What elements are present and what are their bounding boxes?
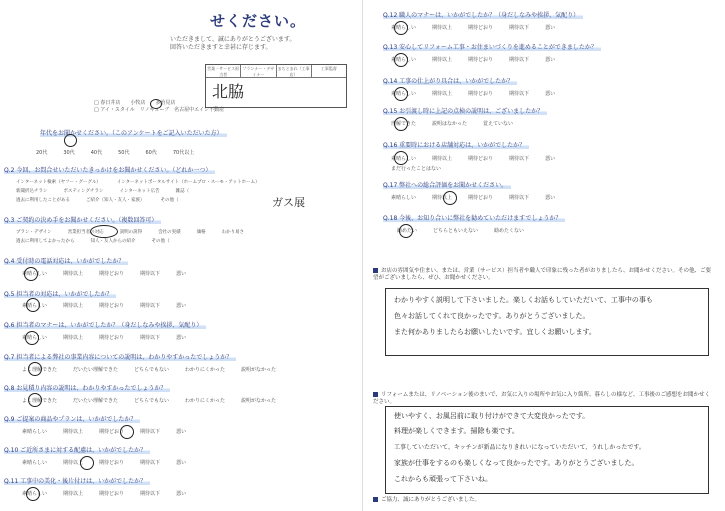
q17-options: 素晴らしい 期待以上 期待どおり 期待以下 悪い [391, 195, 556, 201]
q8-answer-circle [28, 393, 42, 407]
intro-text: いただきまして、誠にありがとうございます。 回答いただきますと幸甚に存じます。 [170, 36, 296, 51]
q4-options: 素晴らしい 期待以上 期待どおり 期待以下 悪い [22, 271, 187, 277]
question-16: Q.16 重要時における店舗対応は、いかがでしたか？ [383, 140, 529, 149]
q3-options: プラン・デザイン 営業担当者の対応 説明の説得 会社の実績 価格 わかり易さ 過去に利用してよかったから 知人・友人からの紹介 その他（ [16, 230, 245, 244]
q13-answer-circle [394, 53, 408, 67]
q12-options: 素晴らしい 期待以上 期待どおり 期待以下 悪い [391, 25, 556, 31]
q7-answer-circle [28, 362, 42, 376]
q11-answer-circle [26, 487, 40, 501]
q17-answer-circle [443, 191, 457, 205]
question-2: Q.2 今回、お問合せいただいたきっかけをお聞かせください。（どれか一つ） [4, 165, 215, 174]
q9-options: 素晴らしい 期待以上 期待どおり 期待以下 悪い [22, 429, 187, 435]
thanks-text: ご協力、誠にありがとうございました。 [373, 497, 480, 504]
question-11: Q.11 工事中の美化・後片付けは、いかがでしたか？ [4, 476, 150, 485]
staff-stamp-table: 営業・サービス担当者 プランナー・デザイナー まちとまれ（工事店） 工事監督 北脇 [205, 64, 347, 108]
question-14: Q.14 工事の仕上がり具合は、いかがでしたか？ [383, 76, 517, 85]
q3-answer-circle [90, 225, 118, 238]
q16-options: 素晴らしい 期待以上 期待どおり 期待以下 悪い まだ行ったことはない [391, 156, 556, 172]
question-6: Q.6 担当者のマナーは、いかがでしたか？（身だしなみや挨拶、気配り） [4, 320, 206, 329]
question-8: Q.8 お見積り内容の説明は、わかりやすかったでしょうか？ [4, 383, 170, 392]
q14-options: 素晴らしい 期待以上 期待どおり 期待以下 悪い [391, 91, 556, 97]
q14-answer-circle [394, 87, 408, 101]
q5-answer-circle [26, 298, 40, 312]
question-12: Q.12 職人のマナーは、いかがでしたか？（身だしなみや挨拶、気配り） [383, 10, 583, 19]
q15-answer-circle [394, 117, 408, 131]
question-15: Q.15 お引渡し時に上記の点検の説明は、ございましたか？ [383, 106, 547, 115]
age-question: 年代をお聞かせください。（このアンケートをご記入いただいた方） [40, 128, 227, 137]
q15-options: 理解できた 説明はなかった 覚えていない [391, 121, 514, 127]
shop-checklist: □ 春日井店 小牧店 多治見店 □ アイ・スタイル リノキューブ 名古屋中エイジ不動産 [94, 100, 225, 113]
q7-options: よく理解できた だいたい理解できた どちらでもない わかりにくかった 説明がなかった [22, 367, 277, 373]
q10-options: 素晴らしい 期待以上 期待どおり 期待以下 悪い [22, 460, 187, 466]
question-10: Q.10 ご近所さまに対する配慮は、いかがでしたか？ [4, 445, 150, 454]
q10-answer-circle [80, 456, 94, 470]
question-13: Q.13 安心してリフォーム工事・お住まいづくりを進めることができましたか？ [383, 42, 601, 51]
page-title: せください。 [210, 12, 307, 30]
q12-answer-circle [394, 21, 408, 35]
q8-options: よく理解できた だいたい理解できた どちらでもない わかりにくかった 説明がなかった [22, 398, 277, 404]
q13-options: 素晴らしい 期待以上 期待どおり 期待以下 悪い [391, 57, 556, 63]
q11-options: 素晴らしい 期待以上 期待どおり 期待以下 悪い [22, 491, 187, 497]
age-answer-circle [64, 134, 77, 147]
q18-answer-circle [399, 224, 413, 238]
question-4: Q.4 受付時の電話対応は、いかがでしたか？ [4, 256, 128, 265]
age-options: 20代 30代 40代 50代 60代 70代以上 [36, 150, 195, 156]
comment-box-1: わかりやすく説明して下さいました。楽しくお話もしていただいて、工事中の事も 色々お話してくれて良かったです。ありがとうございました。 また何かありましたらお願いしたいです。宜しくお願いします。 [385, 288, 709, 356]
question-5: Q.5 担当者の対応は、いかがでしたか？ [4, 289, 116, 298]
q2-handwritten-other: ガス展 [272, 196, 305, 209]
q9-answer-circle [120, 425, 134, 439]
question-18: Q.18 今後、お知り合いに弊社を勧めていただけますでしょうか？ [383, 213, 565, 222]
q2-options: インターネット検索（ヤフー・グーグル） インターネットポータルサイト（ホームプロ・スーモ・アットホーム） 新聞折込チラシ ポスティングチラシ インターネット広告 雑誌（ 過去に利用したことがある ご紹介（知人・友人・家族） その他（ [16, 180, 260, 203]
q6-answer-circle [25, 331, 39, 345]
question-9: Q.9 ご提案の商品やプランは、いかがでしたか？ [4, 414, 140, 423]
q6-options: 素晴らしい 期待以上 期待どおり 期待以下 悪い [22, 335, 187, 341]
comment-prompt-2: リフォームまたは、リノベーション後のまいで、お気に入りの場所やお気に入り箇所、暮らしの様など、工事後のご感想をお聞かせください。 [373, 392, 710, 405]
question-17: Q.17 弊社への総合評価をお聞かせください。 [383, 180, 511, 189]
q18-options: 勧めたい どちらともいえない 勧めたくない [397, 228, 525, 234]
comment-prompt-1: お店の雰囲気や住まい、または、営業（サービス）担当者や職人で印象に残った者がおりましたら、お聞かせください。その他、ご要望がございましたら、ぜひ、お聞かせください。 [373, 268, 712, 281]
comment-box-2: 使いやすく、お風呂前に取り付けができて大変良かったです。 料理が楽しくできます。掃除も楽です。 工事していただいて、キッチンが新品になりきれいになっていただいて、うれしかったです。 家族が仕事をするのも楽しくなって良かったです。ありがとうございました。 これからも頑張って下さいね。 [385, 406, 709, 494]
shop-check-mark [150, 99, 162, 109]
q16-answer-circle [394, 151, 408, 165]
staff-handwritten-name: 北脇 [212, 82, 245, 101]
question-7: Q.7 担当者による弊社の事業内容についての説明は、わかりやすかったでしょうか？ [4, 352, 236, 361]
q4-answer-circle [24, 267, 38, 281]
q5-options: 素晴らしい 期待以上 期待どおり 期待以下 悪い [22, 303, 187, 309]
question-3: Q.3 ご契約の決め手をお聞かせください。（複数回答可） [4, 215, 161, 224]
